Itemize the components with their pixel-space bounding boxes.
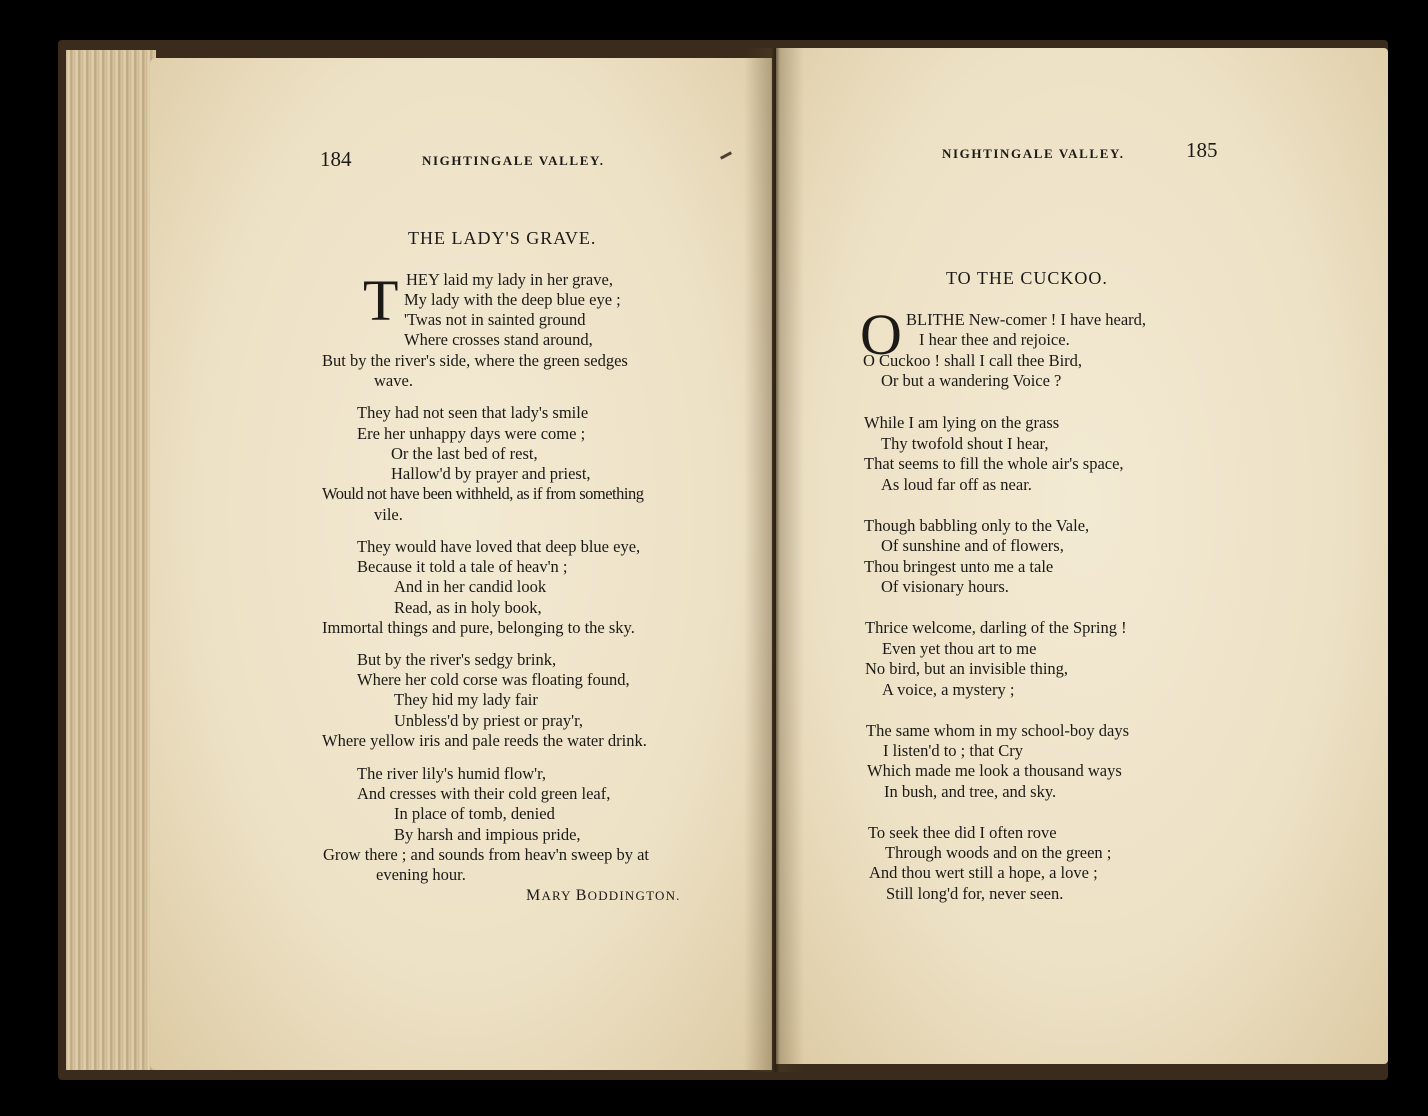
verse-line: Read, as in holy book,	[394, 598, 542, 617]
verse-line: In bush, and tree, and sky.	[884, 782, 1057, 801]
verse-line: The river lily's humid flow'r,	[357, 764, 547, 783]
drop-cap: O	[860, 302, 902, 367]
verse-line: HEY laid my lady in her grave,	[406, 270, 613, 289]
verse-line: Of sunshine and of flowers,	[881, 536, 1064, 555]
verse-line: wave.	[374, 371, 413, 390]
verse-line: vile.	[374, 505, 403, 524]
verse-line: And cresses with their cold green leaf,	[357, 784, 611, 803]
verse-line: Would not have been withheld, as if from something	[322, 484, 644, 503]
author-initial: B	[575, 887, 588, 904]
verse-line: Because it told a tale of heav'n ;	[357, 557, 568, 576]
verse-line: A voice, a mystery ;	[882, 680, 1015, 699]
verse-line: By harsh and impious pride,	[394, 825, 581, 844]
page-number: 185	[1186, 138, 1218, 162]
verse-line: Thy twofold shout I hear,	[881, 434, 1049, 453]
verse-line: I listen'd to ; that Cry	[883, 741, 1024, 760]
verse-line: Still long'd for, never seen.	[886, 884, 1064, 903]
verse-line: O Cuckoo ! shall I call thee Bird,	[863, 351, 1083, 370]
verse-line: That seems to fill the whole air's space,	[864, 454, 1124, 473]
verse-line: Thou bringest unto me a tale	[864, 557, 1054, 576]
author-initial: M	[526, 887, 542, 904]
verse-line: Which made me look a thousand ways	[867, 761, 1122, 780]
verse-line: Of visionary hours.	[881, 577, 1009, 596]
verse-line: 'Twas not in sainted ground	[404, 310, 586, 329]
verse-line: Or the last bed of rest,	[391, 444, 538, 463]
verse-line: Grow there ; and sounds from heav'n sweep by at	[323, 845, 650, 864]
verse-line: While I am lying on the grass	[864, 413, 1060, 432]
drop-cap: T	[363, 268, 399, 333]
verse-line: Hallow'd by prayer and priest,	[391, 464, 591, 483]
verse-line: And thou wert still a hope, a love ;	[869, 863, 1098, 882]
verse-line: Thrice welcome, darling of the Spring !	[865, 618, 1127, 637]
page-edges	[66, 50, 156, 1070]
verse-line: BLITHE New-comer ! I have heard,	[906, 310, 1147, 329]
verse-line: Even yet thou art to me	[882, 639, 1037, 658]
verse-line: Though babbling only to the Vale,	[864, 516, 1090, 535]
verse-line: They had not seen that lady's smile	[357, 403, 589, 422]
author-name-part: ARY	[541, 888, 572, 903]
right-page	[776, 48, 1388, 1064]
running-head: NIGHTINGALE VALLEY.	[422, 153, 605, 168]
verse-line: Unbless'd by priest or pray'r,	[394, 711, 584, 730]
verse-line: Or but a wandering Voice ?	[881, 371, 1062, 390]
verse-line: I hear thee and rejoice.	[919, 330, 1070, 349]
verse-line: Ere her unhappy days were come ;	[357, 424, 586, 443]
verse-line: Where crosses stand around,	[404, 330, 593, 349]
verse-line: My lady with the deep blue eye ;	[404, 290, 621, 309]
verse-line: Where yellow iris and pale reeds the water drink.	[322, 731, 647, 750]
poem-title: TO THE CUCKOO.	[946, 268, 1108, 288]
running-head: NIGHTINGALE VALLEY.	[942, 146, 1125, 161]
verse-line: Through woods and on the green ;	[885, 843, 1112, 862]
verse-line: Immortal things and pure, belonging to the sky.	[322, 618, 635, 637]
verse-line: In place of tomb, denied	[394, 804, 555, 823]
verse-line: Where her cold corse was floating found,	[357, 670, 630, 689]
verse-line: They hid my lady fair	[394, 690, 538, 709]
verse-line: But by the river's side, where the green sedges	[322, 351, 628, 370]
verse-line: They would have loved that deep blue eye,	[357, 537, 641, 556]
verse-line: The same whom in my school-boy days	[866, 721, 1130, 740]
verse-line: evening hour.	[376, 865, 466, 884]
verse-line: And in her candid look	[394, 577, 547, 596]
pencil-mark	[720, 151, 732, 159]
verse-line: To seek thee did I often rove	[868, 823, 1057, 842]
verse-line: No bird, but an invisible thing,	[865, 659, 1069, 678]
author-name-part: ODDINGTON.	[587, 888, 681, 903]
poem-title: THE LADY'S GRAVE.	[408, 228, 597, 248]
verse-line: But by the river's sedgy brink,	[357, 650, 557, 669]
page-number: 184	[320, 147, 352, 171]
verse-line: As loud far off as near.	[881, 475, 1032, 494]
left-page	[150, 58, 772, 1070]
author-signature	[526, 887, 681, 905]
